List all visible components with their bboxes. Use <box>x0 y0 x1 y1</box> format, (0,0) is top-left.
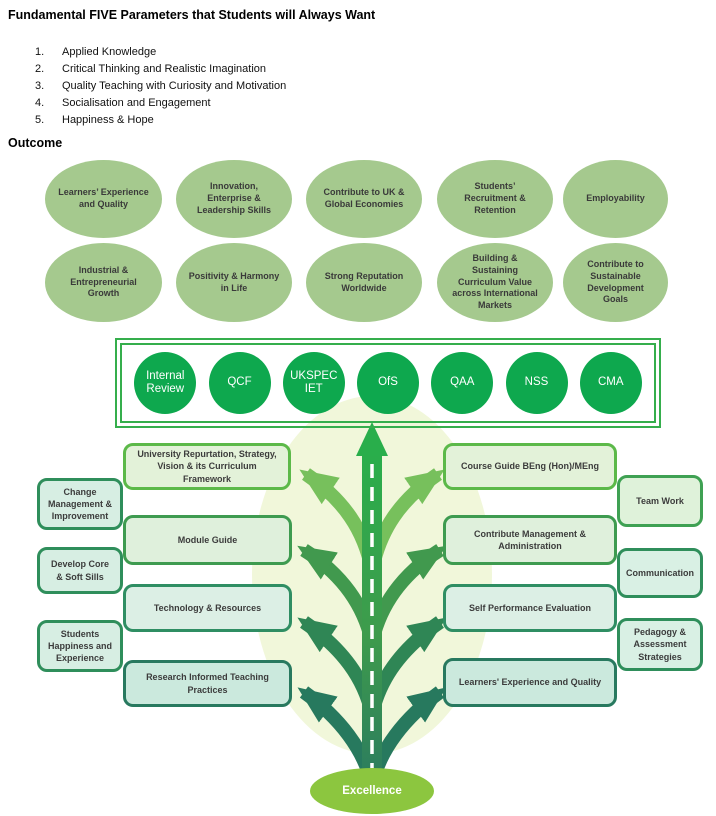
list-label: Critical Thinking and Realistic Imagination <box>62 63 267 75</box>
tree-box-change-management: Change Management & Improvement <box>37 478 123 530</box>
outcome-bubble: Building & Sustaining Curriculum Value across International Markets <box>437 243 553 322</box>
tree-box-technology-resources: Technology & Resources <box>123 584 292 632</box>
quality-bodies-frame <box>115 338 661 428</box>
list-label: Applied Knowledge <box>62 46 157 58</box>
quality-body-circle: OfS <box>357 352 419 414</box>
list-item <box>35 112 286 129</box>
tree-box-team-work: Team Work <box>617 475 703 527</box>
excellence-root-ellipse: Excellence <box>310 768 434 814</box>
list-label: Socialisation and Engagement <box>62 97 211 109</box>
outcome-bubble: Learners’ Experience and Quality <box>45 160 162 238</box>
quality-body-circle: QCF <box>209 352 271 414</box>
tree-box-communication: Communication <box>617 548 703 598</box>
tree-box-research-informed: Research Informed Teaching Practices <box>123 660 292 707</box>
outcome-bubble: Students’ Recruitment & Retention <box>437 160 553 238</box>
list-item <box>35 78 286 95</box>
tree-box-learners-experience: Learners' Experience and Quality <box>443 658 617 707</box>
list-item <box>35 44 286 61</box>
tree-box-students-happiness: Students Happiness and Experience <box>37 620 123 672</box>
list-number: 2. <box>35 63 45 75</box>
outcome-bubble: Industrial & Entrepreneurial Growth <box>45 243 162 322</box>
quality-bodies-frame-inner <box>120 343 656 423</box>
outcome-bubble: Contribute to UK & Global Economies <box>306 160 422 238</box>
outcome-bubble: Strong Reputation Worldwide <box>306 243 422 322</box>
tree-box-self-performance: Self Performance Evaluation <box>443 584 617 632</box>
list-number: 1. <box>35 46 45 58</box>
quality-body-circle: Internal Review <box>134 352 196 414</box>
outcome-bubble: Positivity & Harmony in Life <box>176 243 292 322</box>
list-number: 5. <box>35 114 45 126</box>
list-number: 3. <box>35 80 45 92</box>
outcome-section-label: Outcome <box>8 136 63 150</box>
tree-box-university-reputation: University Repurtation, Strategy, Vision & its Curriculum Framework <box>123 443 291 490</box>
outcome-bubble: Innovation, Enterprise & Leadership Skills <box>176 160 292 238</box>
list-item <box>35 61 286 78</box>
list-number: 4. <box>35 97 45 109</box>
quality-body-circle: CMA <box>580 352 642 414</box>
outcome-bubble: Employability <box>563 160 668 238</box>
tree-box-contribute-management: Contribute Management & Administration <box>443 515 617 565</box>
list-label: Happiness & Hope <box>62 114 154 126</box>
quality-body-circle: UKSPEC IET <box>283 352 345 414</box>
list-label: Quality Teaching with Curiosity and Motivation <box>62 80 287 92</box>
outcome-bubble: Contribute to Sustainable Development Goals <box>563 243 668 322</box>
parameter-list <box>35 44 286 129</box>
page-title: Fundamental FIVE Parameters that Students will Always Want <box>8 8 376 22</box>
tree-box-module-guide: Module Guide <box>123 515 292 565</box>
list-item <box>35 95 286 112</box>
quality-body-circle: NSS <box>506 352 568 414</box>
quality-body-circle: QAA <box>431 352 493 414</box>
tree-box-pedagogy-assessment: Pedagogy & Assessment Strategies <box>617 618 703 671</box>
tree-box-course-guide: Course Guide BEng (Hon)/MEng <box>443 443 617 490</box>
tree-box-develop-core-soft-skills: Develop Core & Soft Sills <box>37 547 123 594</box>
